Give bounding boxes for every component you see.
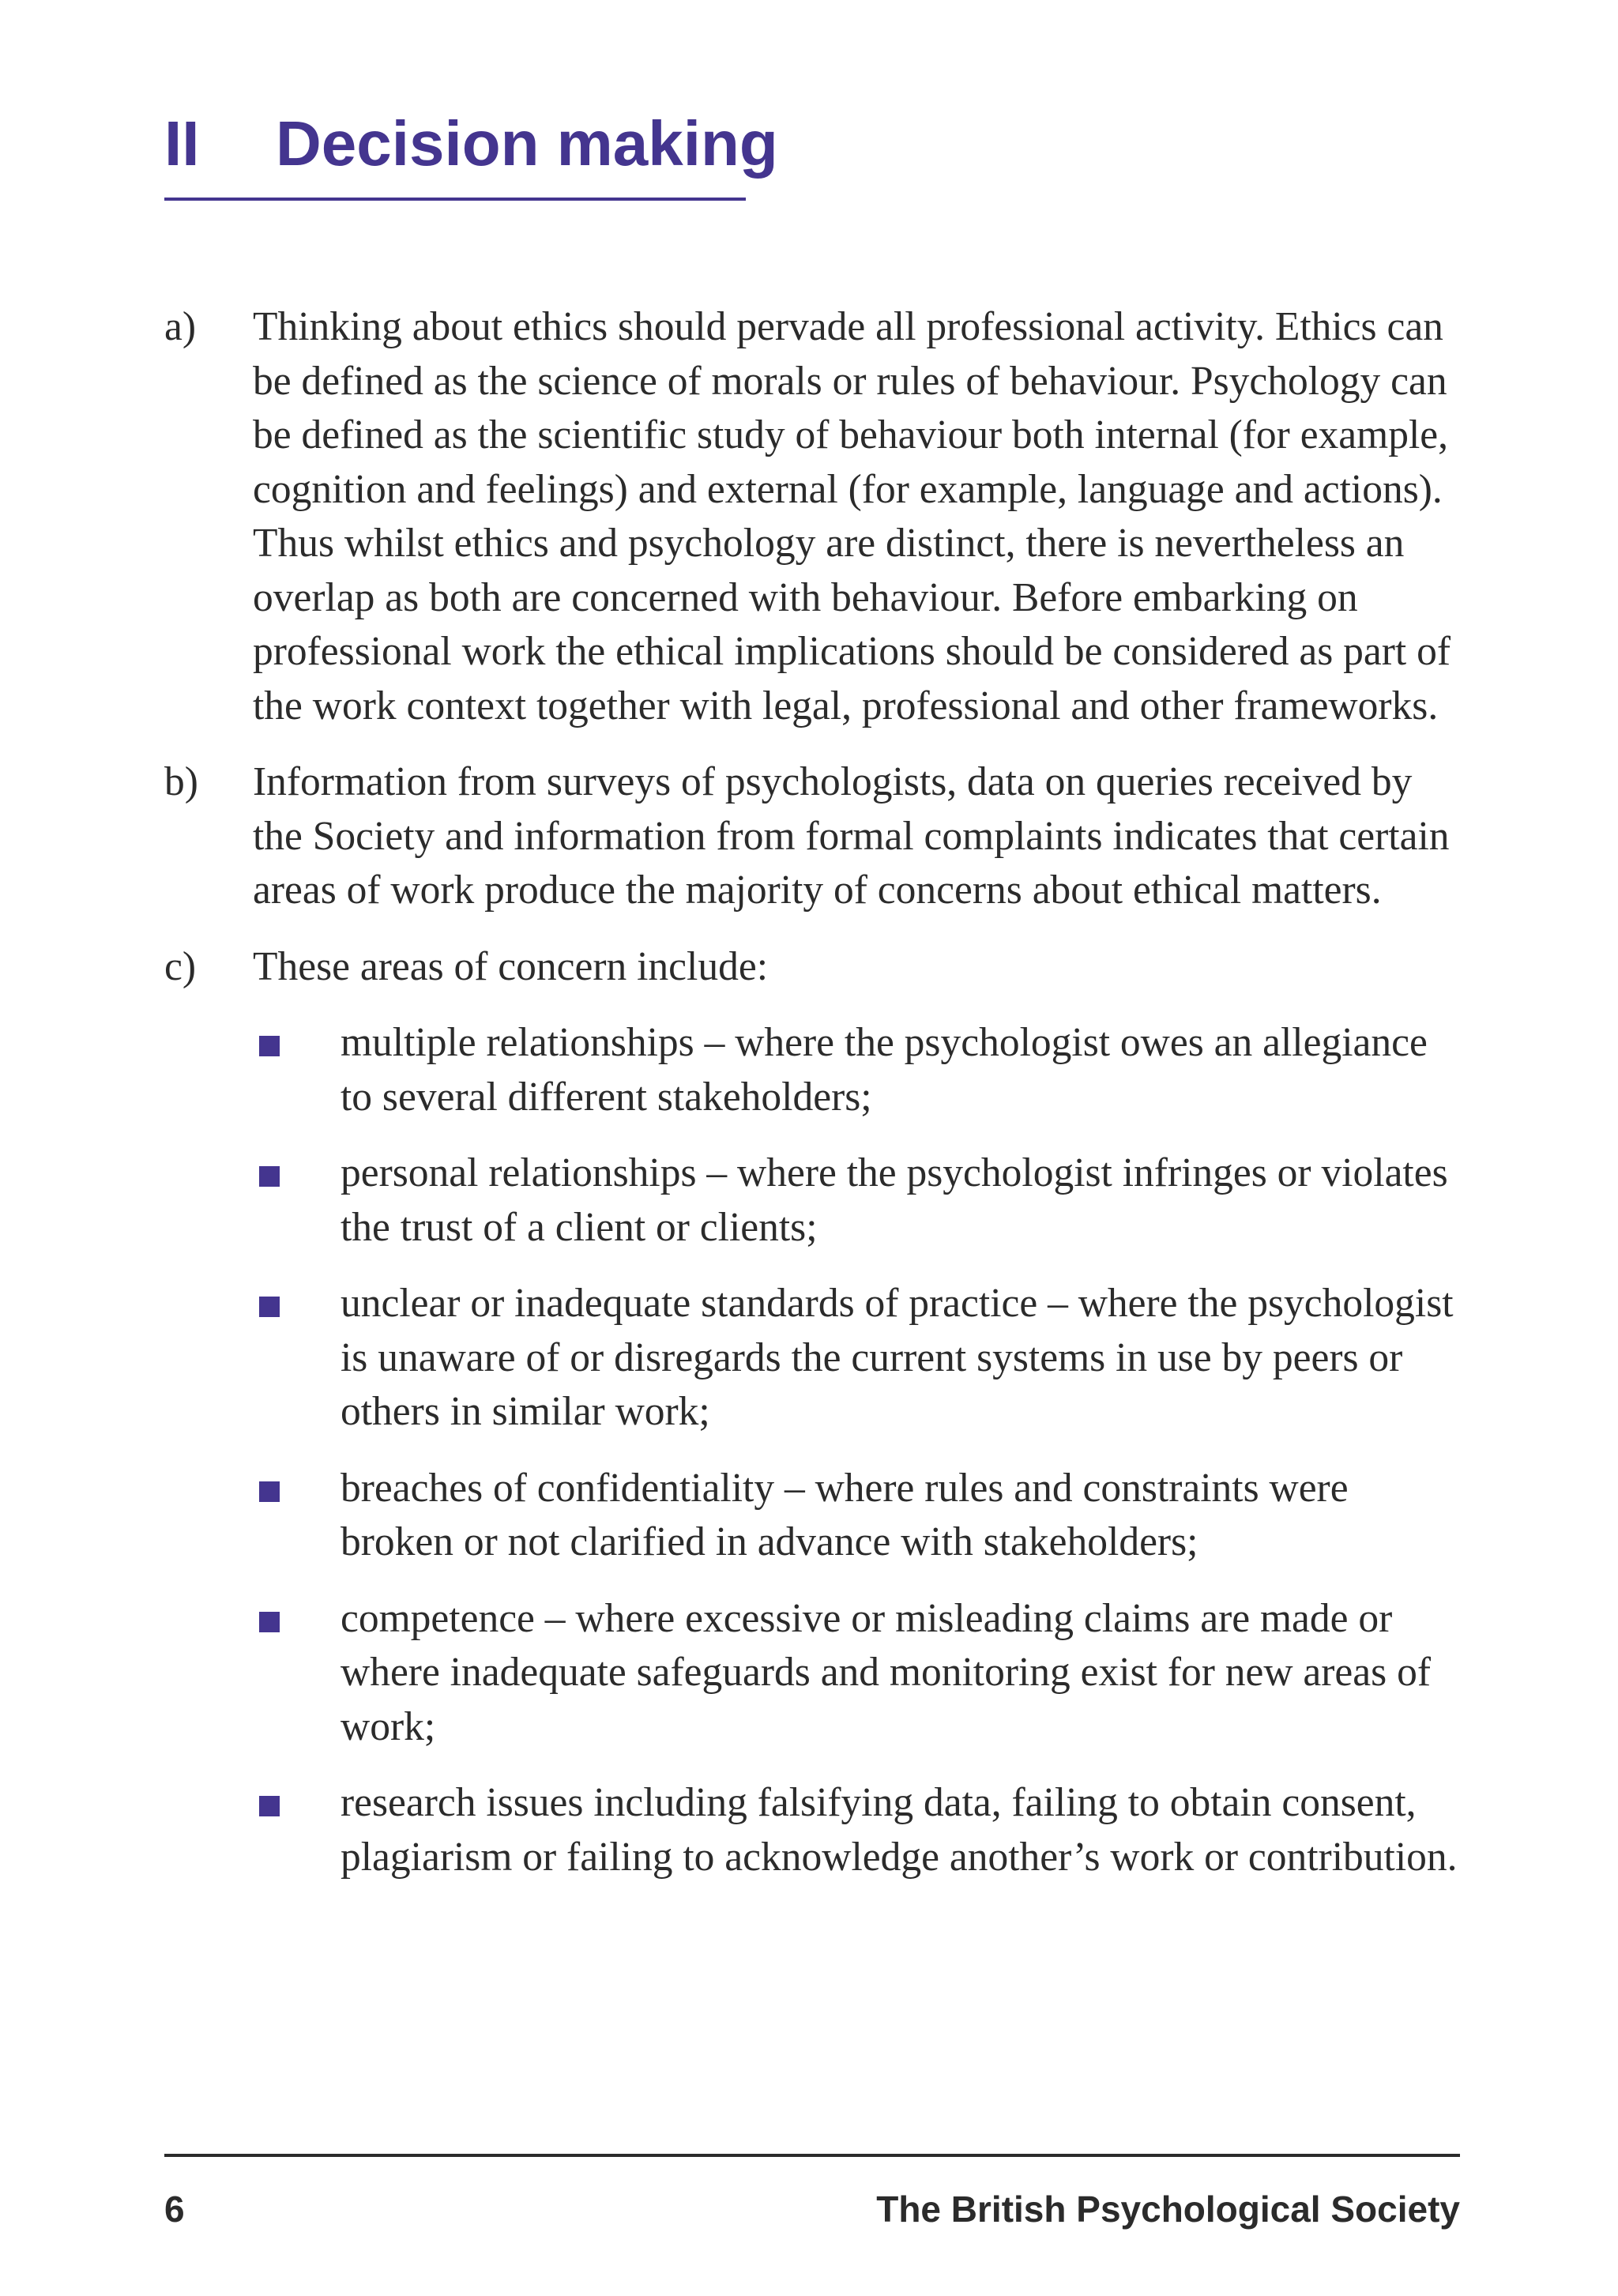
list-item	[253, 1592, 1468, 1755]
square-bullet-icon	[259, 1481, 280, 1502]
footer-organization: The British Psychological Society	[876, 2189, 1460, 2230]
paragraph-c	[164, 940, 1468, 995]
heading-underline	[164, 198, 746, 201]
list-item-text: multiple relationships – where the psychologist owes an allegiance to several different stakeholders;	[341, 1020, 1428, 1120]
list-item-text: breaches of confidentiality – where rules and constraints were broken or not clarified in advance with stakeholders;	[341, 1465, 1349, 1564]
square-bullet-icon	[259, 1297, 280, 1317]
page-number: 6	[164, 2189, 185, 2230]
paragraph-label: c)	[164, 943, 197, 989]
footer-divider	[164, 2154, 1460, 2157]
list-item-text: research issues including falsifying data, failing to obtain consent, plagiarism or failing to acknowledge another’s work or contribution.	[341, 1780, 1458, 1880]
square-bullet-icon	[259, 1612, 280, 1632]
section-body	[164, 300, 1468, 1906]
section-title: Decision making	[276, 108, 778, 179]
paragraph-text: These areas of concern include:	[253, 943, 768, 989]
square-bullet-icon	[259, 1166, 280, 1187]
paragraph-a	[164, 300, 1468, 733]
square-bullet-icon	[259, 1796, 280, 1816]
paragraph-label: a)	[164, 304, 197, 349]
list-item	[253, 1016, 1468, 1124]
paragraph-text: Thinking about ethics should pervade all professional activity. Ethics can be defined as the science of morals or rules of behaviour. Psychology can be defined as the scientific study of behaviour both internal (for example, cognition and feelings) and external (for example, language and actions). Thus whilst ethics and psychology are distinct, there is nevertheless an overlap as both are concerned with behaviour. Before embarking on professional work the ethical implications should be considered as part of the work context together with legal, professional and other frameworks.	[253, 304, 1451, 728]
paragraph-label: b)	[164, 759, 198, 804]
list-item	[253, 1462, 1468, 1570]
paragraph-text: Information from surveys of psychologists, data on queries received by the Society and information from formal complaints indicates that certain areas of work produce the majority of concerns about ethical matters.	[253, 759, 1450, 913]
list-item	[253, 1277, 1468, 1440]
list-item-text: personal relationships – where the psychologist infringes or violates the trust of a client or clients;	[341, 1150, 1448, 1250]
list-item	[253, 1146, 1468, 1255]
section-heading	[164, 104, 778, 183]
section-number: II	[164, 108, 200, 179]
list-item	[253, 1776, 1468, 1884]
paragraph-b	[164, 755, 1468, 918]
concern-list	[253, 1016, 1468, 1884]
square-bullet-icon	[259, 1036, 280, 1056]
list-item-text: unclear or inadequate standards of practice – where the psychologist is unaware of or disregards the current systems in use by peers or others in similar work;	[341, 1281, 1454, 1434]
list-item-text: competence – where excessive or misleading claims are made or where inadequate safeguards and monitoring exist for new areas of work;	[341, 1595, 1431, 1749]
